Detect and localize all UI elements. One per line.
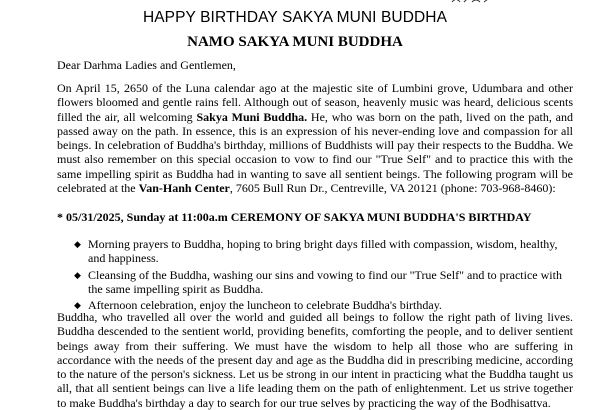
intro-text-1: On April 15, 2650 of the Luna calendar ago at the majestic site of Lumbini grove, Udumbara and other flowers bloomed and gentle rains fell. Although out of season, heavenly music was heard, delicious scents filled the air, all welcoming [57, 81, 573, 124]
page-subtitle: NAMO SAKYA MUNI BUDDHA [187, 34, 403, 50]
diamond-bullet-icon: ◆ [74, 239, 81, 249]
event-line: * 05/31/2025, Sunday at 11:00a.m CEREMONY OF SAKYA MUNI BUDDHA'S BIRTHDAY [57, 210, 532, 224]
diamond-bullet-icon: ◆ [74, 269, 81, 280]
list-item-text: Morning prayers to Buddha, hoping to bring bright days filled with compassion, wisdom, healthy, and happiness. [88, 237, 558, 266]
diamond-bullet-icon: ◆ [74, 300, 81, 311]
list-item [74, 237, 564, 266]
salutation: Dear Darhma Ladies and Gentlemen, [57, 58, 236, 72]
list-item-text: Afternoon celebration, enjoy the luncheon to celebrate Buddha's birthday. [88, 298, 442, 313]
top-edge-mark [450, 0, 500, 3]
venue-name: Van-Hanh Center [138, 181, 230, 196]
buddha-name: Sakya Muni Buddha. [196, 109, 308, 124]
program-list [74, 237, 564, 314]
intro-text-3: , 7605 Bull Run Dr., Centreville, VA 20121 (phone: 703-968-8460): [229, 181, 556, 196]
intro-text-2: He, who was born on the path, lived on the path, and passed away on the path. In essence, this is an expression of his never-ending love and compassion for all beings. In celebration of Buddha's birthday, millions of Buddhists will pay their respects to the Buddha. We must also remember on this special occasion to vow to find our "True Self" and to practice this with the same impelling spirit as Buddha had in wanting to save all sentient beings. The following program will be celebrated at the [57, 109, 573, 196]
list-item-text: Cleansing of the Buddha, washing our sins and vowing to find our "True Self" and to practice with the same impelling spirit as Buddha. [88, 267, 562, 296]
intro-paragraph [57, 81, 573, 195]
closing-paragraph: Buddha, who travelled all over the world and guided all beings to follow the right path of living lives. Buddha descended to the sentient world, providing benefits, comforting the people, and to deliver sentient beings away from their suffering. We must have the wisdom to help all those who are suffering in accordance with the needs of the present day and age as the Buddha did in prescribing medicine, according to the nature of the person's sickness. Let us be strong in our intent in practicing what the Buddha taught us all, that all sentient beings can live a life leading them on the path of enlightenment. Let us strive together to make Buddha's birthday a day to search for our true selves by practicing the way of the Bodhisattva. [57, 310, 573, 410]
page-title: HAPPY BIRTHDAY SAKYA MUNI BUDDHA [142, 9, 448, 26]
list-item [74, 268, 564, 297]
